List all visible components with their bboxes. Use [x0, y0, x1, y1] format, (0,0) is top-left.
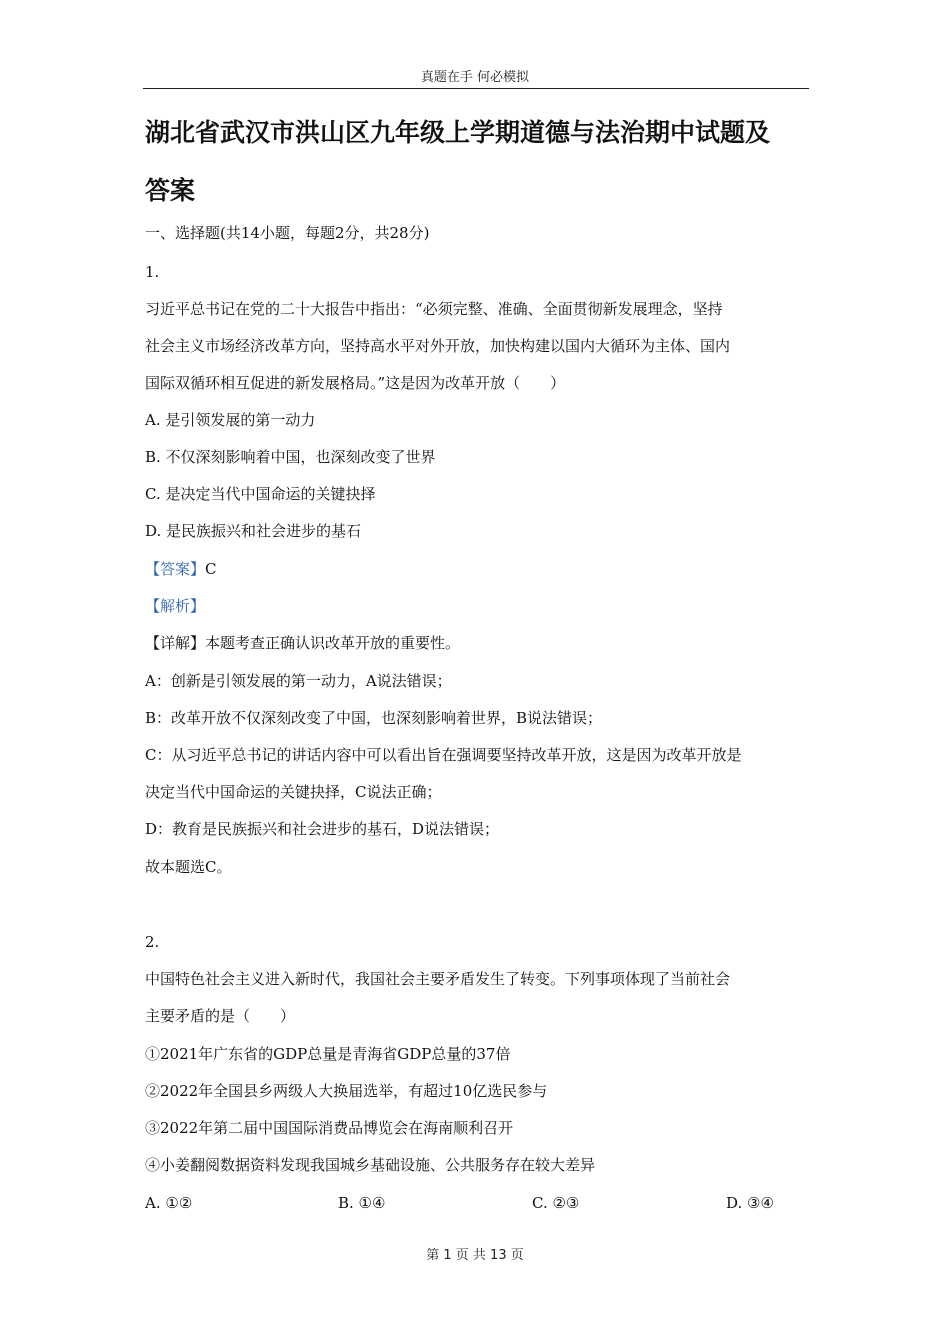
q1-explanation-line: 决定当代中国命运的关键抉择，C说法正确；: [145, 783, 442, 801]
q2-option-c: C. ②③: [532, 1194, 580, 1212]
q2-number: 2.: [145, 933, 160, 951]
header-text: 真题在手 何必模拟: [420, 70, 530, 85]
q2-stem-line: 主要矛盾的是（ ）: [145, 1007, 296, 1025]
section-heading: 一、选择题(共14小题，每题2分，共28分): [145, 224, 430, 242]
q1-answer: [145, 559, 217, 579]
q1-explanation-line: 故本题选C。: [145, 858, 232, 876]
q2-stem-line: 中国特色社会主义进入新时代，我国社会主要矛盾发生了转变。下列事项体现了当前社会: [145, 970, 731, 988]
q1-option-d: D. 是民族振兴和社会进步的基石: [145, 522, 362, 540]
q1-option-b: B. 不仅深刻影响着中国，也深刻改变了世界: [145, 448, 436, 466]
q2-item-2: ②2022年全国县乡两级人大换届选举，有超过10亿选民参与: [145, 1082, 548, 1100]
q2-item-4: ④小姜翻阅数据资料发现我国城乡基础设施、公共服务存在较大差异: [145, 1156, 596, 1174]
doc-title-line-1: 湖北省武汉市洪山区九年级上学期道德与法治期中试题及: [145, 118, 771, 147]
answer-label: 【答案】: [145, 560, 206, 578]
q1-explanation-line: D：教育是民族振兴和社会进步的基石，D说法错误；: [145, 820, 500, 838]
q1-detail: [145, 633, 460, 653]
q2-option-a: A. ①②: [145, 1194, 193, 1212]
analysis-label: 【解析】: [145, 597, 206, 615]
q1-stem-line: 社会主义市场经济改革方向，坚持高水平对外开放，加快构建以国内大循环为主体、国内: [145, 337, 731, 355]
q2-item-1: ①2021年广东省的GDP总量是青海省GDP总量的37倍: [145, 1045, 511, 1063]
answer-value: C: [205, 560, 217, 578]
q2-option-b: B. ①④: [338, 1194, 386, 1212]
q2-option-d: D. ③④: [726, 1194, 774, 1212]
detail-label: 【详解】: [145, 634, 206, 652]
doc-title-line-2: 答案: [145, 176, 196, 205]
detail-text: 本题考查正确认识改革开放的重要性。: [205, 634, 461, 652]
q1-stem-line: 国际双循环相互促进的新发展格局。”这是因为改革开放（ ）: [145, 374, 566, 392]
q2-item-3: ③2022年第二届中国国际消费品博览会在海南顺利召开: [145, 1119, 514, 1137]
q1-option-c: C. 是决定当代中国命运的关键抉择: [145, 485, 376, 503]
q1-number: 1.: [145, 263, 160, 281]
q1-explanation-line: C：从习近平总书记的讲话内容中可以看出旨在强调要坚持改革开放，这是因为改革开放是: [145, 746, 742, 764]
q1-explanation-line: A：创新是引领发展的第一动力，A说法错误；: [145, 672, 452, 690]
page-footer: 第 1 页 共 13 页: [426, 1248, 524, 1263]
header-divider: [143, 88, 809, 89]
q1-stem-line: 习近平总书记在党的二十大报告中指出：“必须完整、准确、全面贯彻新发展理念，坚持: [145, 300, 723, 318]
q1-explanation-line: B：改革开放不仅深刻改变了中国，也深刻影响着世界，B说法错误；: [145, 709, 603, 727]
q1-option-a: A. 是引领发展的第一动力: [145, 411, 316, 429]
